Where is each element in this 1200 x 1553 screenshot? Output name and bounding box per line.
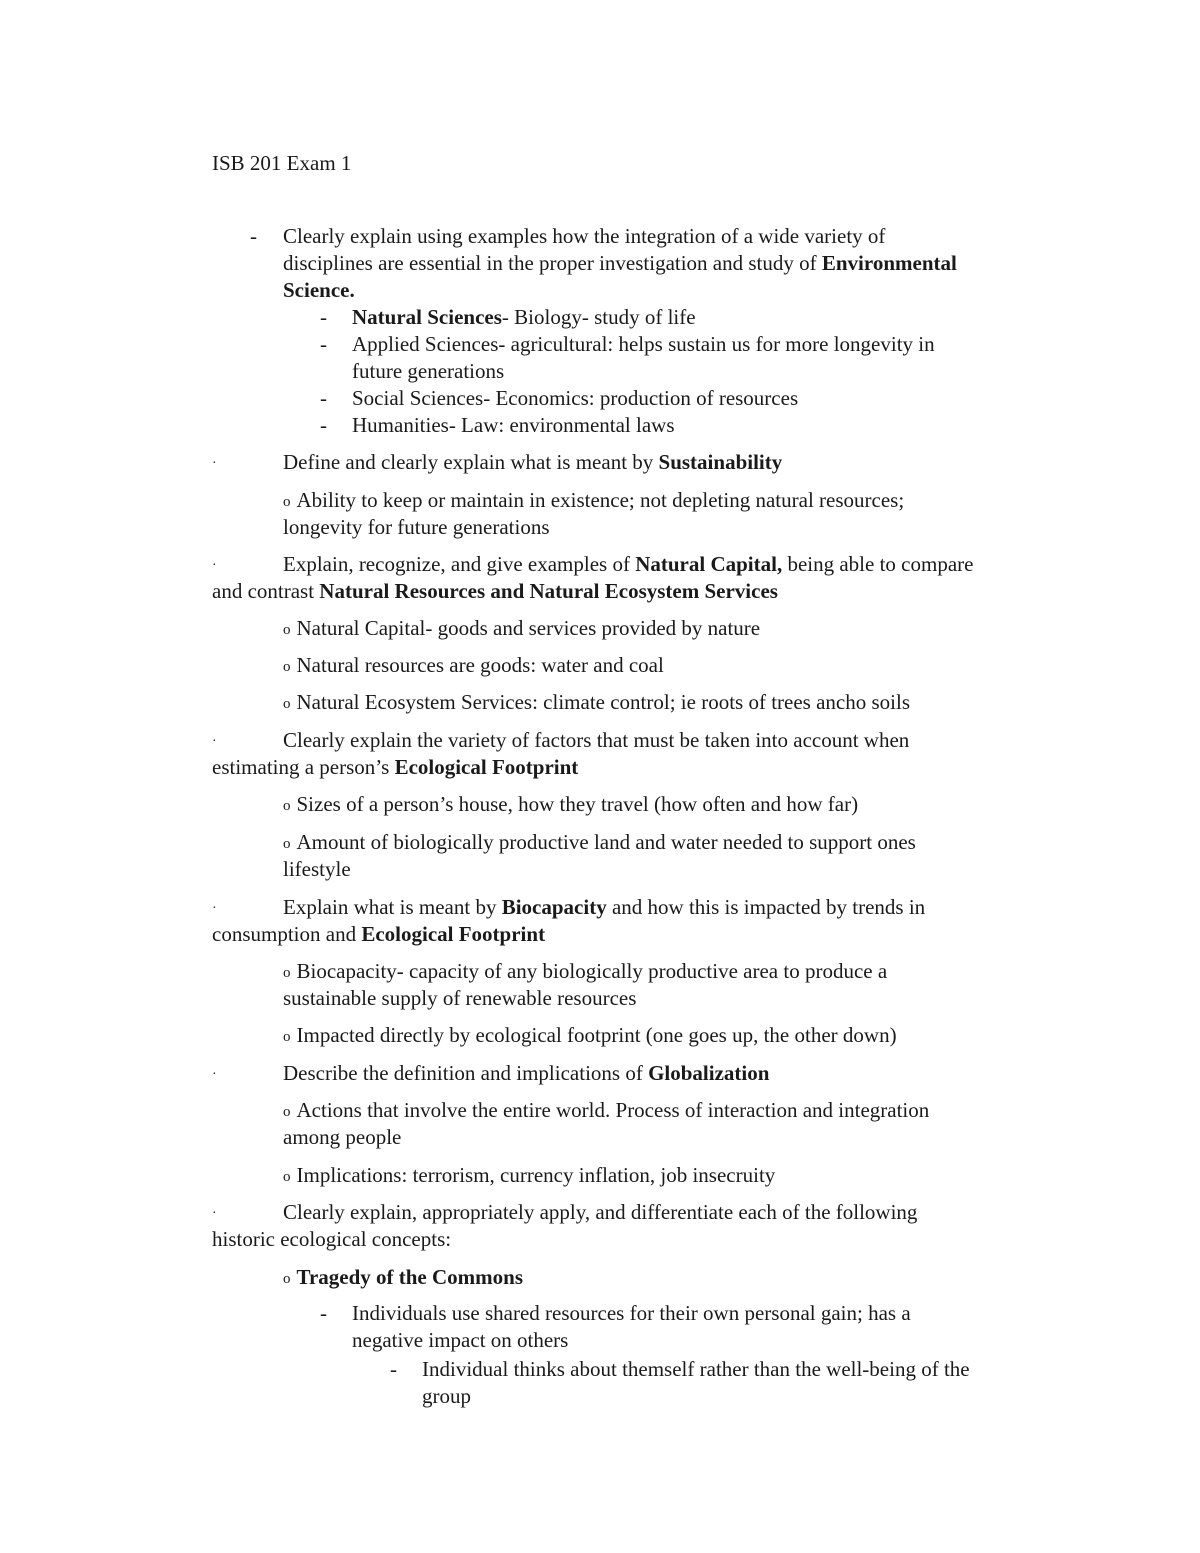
- q6-answer2: o Implications: terrorism, currency inflation, job insecruity: [283, 1163, 776, 1187]
- q4-line1: Clearly explain the variety of factors that must be taken into account when: [283, 728, 910, 752]
- q5-answer2: o Impacted directly by ecological footprint (one goes up, the other down): [283, 1023, 897, 1047]
- q2-line1: Define and clearly explain what is meant by Sustainability: [283, 450, 783, 474]
- q7-detail2-cont: group: [422, 1384, 471, 1408]
- q1-item-natural-sciences: Natural Sciences- Biology- study of life: [352, 305, 696, 329]
- q4-answer1: o Sizes of a person’s house, how they travel (how often and how far): [283, 792, 859, 816]
- dash-marker: -: [320, 413, 327, 437]
- q1-item-humanities: Humanities- Law: environmental laws: [352, 413, 675, 437]
- dash-marker: -: [320, 1301, 327, 1325]
- q4-line2: estimating a person’s Ecological Footprint: [212, 755, 579, 779]
- dash-marker: -: [390, 1357, 397, 1381]
- q7-line2: historic ecological concepts:: [212, 1227, 452, 1251]
- q3-line1: Explain, recognize, and give examples of Natural Capital, being able to compare: [283, 552, 974, 576]
- dash-marker: -: [320, 305, 327, 329]
- q1-line1: Clearly explain using examples how the integration of a wide variety of: [283, 224, 886, 248]
- bullet-marker: ·: [212, 1067, 217, 1082]
- dash-marker: -: [320, 332, 327, 356]
- bullet-marker: ·: [212, 901, 217, 916]
- q7-line1: Clearly explain, appropriately apply, and differentiate each of the following: [283, 1200, 918, 1224]
- bullet-marker: ·: [212, 734, 217, 749]
- q3-answer3: o Natural Ecosystem Services: climate control; ie roots of trees ancho soils: [283, 690, 910, 714]
- q6-answer1-cont: among people: [283, 1125, 402, 1149]
- q2-answer1-cont: longevity for future generations: [283, 515, 550, 539]
- q6-line1: Describe the definition and implications of Globalization: [283, 1061, 770, 1085]
- q3-answer1: o Natural Capital- goods and services provided by nature: [283, 616, 761, 640]
- bullet-marker: ·: [212, 1206, 217, 1221]
- document-title: ISB 201 Exam 1: [212, 151, 352, 175]
- q3-line2: and contrast Natural Resources and Natural Ecosystem Services: [212, 579, 778, 603]
- q7-detail1-cont: negative impact on others: [352, 1328, 569, 1352]
- q3-answer2: o Natural resources are goods: water and coal: [283, 653, 664, 677]
- q1-item-social-sciences: Social Sciences- Economics: production of resources: [352, 386, 799, 410]
- q4-answer2: o Amount of biologically productive land and water needed to support ones: [283, 830, 916, 854]
- q6-answer1: o Actions that involve the entire world. Process of interaction and integration: [283, 1098, 930, 1122]
- q5-line1: Explain what is meant by Biocapacity and how this is impacted by trends in: [283, 895, 926, 919]
- dash-marker: -: [250, 224, 257, 248]
- q1-line3: Science.: [283, 278, 355, 302]
- q5-answer1: o Biocapacity- capacity of any biologically productive area to produce a: [283, 959, 888, 983]
- q7-detail1: Individuals use shared resources for their own personal gain; has a: [352, 1301, 911, 1325]
- q1-line2: disciplines are essential in the proper investigation and study of Environmental: [283, 251, 957, 275]
- q1-item-applied-sciences: Applied Sciences- agricultural: helps sustain us for more longevity in: [352, 332, 935, 356]
- q1-item-applied-sciences-cont: future generations: [352, 359, 505, 383]
- q4-answer2-cont: lifestyle: [283, 857, 351, 881]
- q2-answer1: o Ability to keep or maintain in existence; not depleting natural resources;: [283, 488, 905, 512]
- q5-answer1-cont: sustainable supply of renewable resources: [283, 986, 637, 1010]
- bullet-marker: ·: [212, 558, 217, 573]
- q7-detail2: Individual thinks about themself rather than the well-being of the: [422, 1357, 970, 1381]
- q5-line2: consumption and Ecological Footprint: [212, 922, 546, 946]
- q7-subheading: o Tragedy of the Commons: [283, 1265, 524, 1289]
- bullet-marker: ·: [212, 456, 217, 471]
- dash-marker: -: [320, 386, 327, 410]
